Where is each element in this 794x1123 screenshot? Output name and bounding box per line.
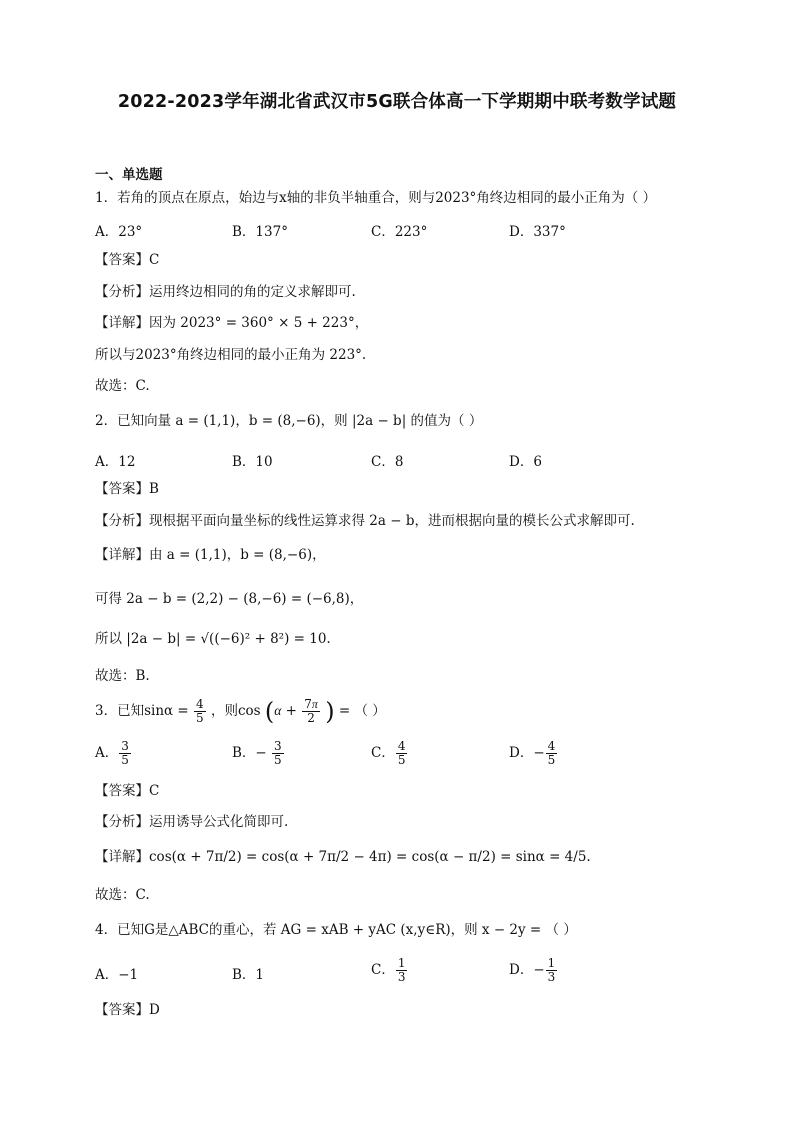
q2-option-b: B．10 (232, 454, 273, 470)
q2-option-d: D．6 (509, 454, 542, 470)
q1-choice: 故选：C. (95, 378, 150, 394)
q3-choice: 故选：C. (95, 887, 150, 903)
q4-option-d: D．− $\frac{1}{3}$ (509, 956, 556, 984)
q2-analysis: 【分析】现根据平面向量坐标的线性运算求得 2a − b，进而根据向量的模长公式求解即可. (95, 513, 635, 529)
q3-analysis: 【分析】运用诱导公式化简即可. (95, 814, 289, 830)
q2-choice: 故选：B. (95, 668, 150, 684)
q1-option-c: C．223° (371, 224, 428, 240)
q2-detail-2: 可得 2a − b = (2,2) − (8,−6) = (−6,8)， (95, 591, 364, 607)
document-title: 2022-2023学年湖北省武汉市5G联合体高一下学期期中联考数学试题 (117, 92, 677, 112)
question-3-stem: 3．已知sinα = $\frac{4}{5}$ ，则cos (α + $\frac{7\pi}{2}$ ) = （ ） (95, 697, 386, 726)
q2-option-a: A．12 (95, 454, 136, 470)
q2-answer: 【答案】B (95, 481, 159, 497)
q3-detail: 【详解】cos(α + 7π/2) = cos(α + 7π/2 − 4π) = cos(α − π/2) = sinα = 4/5. (95, 849, 591, 865)
q3-option-d: D．− $\frac{4}{5}$ (509, 739, 556, 767)
q1-analysis: 【分析】运用终边相同的角的定义求解即可. (95, 284, 356, 300)
q3-stem-prefix: 3．已知sinα = (95, 703, 189, 719)
q3-fraction-7pi-2: $\frac{7\pi}{2}$ (304, 697, 318, 725)
q3-option-c: C． $\frac{4}{5}$ (371, 739, 406, 767)
question-2-stem: 2．已知向量 a = (1,1)，b = (8,−6)，则 |2a − b| 的值为（ ） (95, 413, 483, 429)
q2-detail: 【详解】由 a = (1,1)，b = (8,−6)， (95, 547, 326, 563)
q3-option-a: A． $\frac{3}{5}$ (95, 739, 129, 767)
q4-option-c: C． $\frac{1}{3}$ (371, 956, 406, 984)
q1-option-a: A．23° (95, 224, 143, 240)
q3-answer: 【答案】C (95, 783, 160, 799)
q1-answer: 【答案】C (95, 252, 160, 268)
question-4-stem: 4．已知G是△ABC的重心，若 AG = xAB + yAC (x,y∈R)，则 x − 2y = （ ） (95, 922, 577, 938)
q3-option-b: B．− $\frac{3}{5}$ (232, 739, 282, 767)
q4-option-a: A．−1 (95, 967, 139, 983)
q1-option-b: B．137° (232, 224, 288, 240)
q3-stem-suffix: = （ ） (338, 703, 386, 719)
q4-answer: 【答案】D (95, 1002, 160, 1018)
question-1-stem: 1．若角的顶点在原点，始边与x轴的非负半轴重合，则与2023°角终边相同的最小正角为（ ） (95, 190, 657, 206)
q2-detail-3: 所以 |2a − b| = √((−6)² + 8²) = 10. (95, 631, 331, 647)
q4-option-b: B．1 (232, 967, 265, 983)
q3-fraction-4-5: $\frac{4}{5}$ (196, 697, 204, 725)
q3-stem-mid: ，则cos (210, 703, 261, 719)
q2-option-c: C．8 (371, 454, 404, 470)
q1-detail: 【详解】因为 2023° = 360° × 5 + 223°， (95, 315, 369, 331)
q1-detail-2: 所以与2023°角终边相同的最小正角为 223°. (95, 347, 367, 363)
q1-option-d: D．337° (509, 224, 566, 240)
section-heading: 一、单选题 (95, 167, 163, 183)
